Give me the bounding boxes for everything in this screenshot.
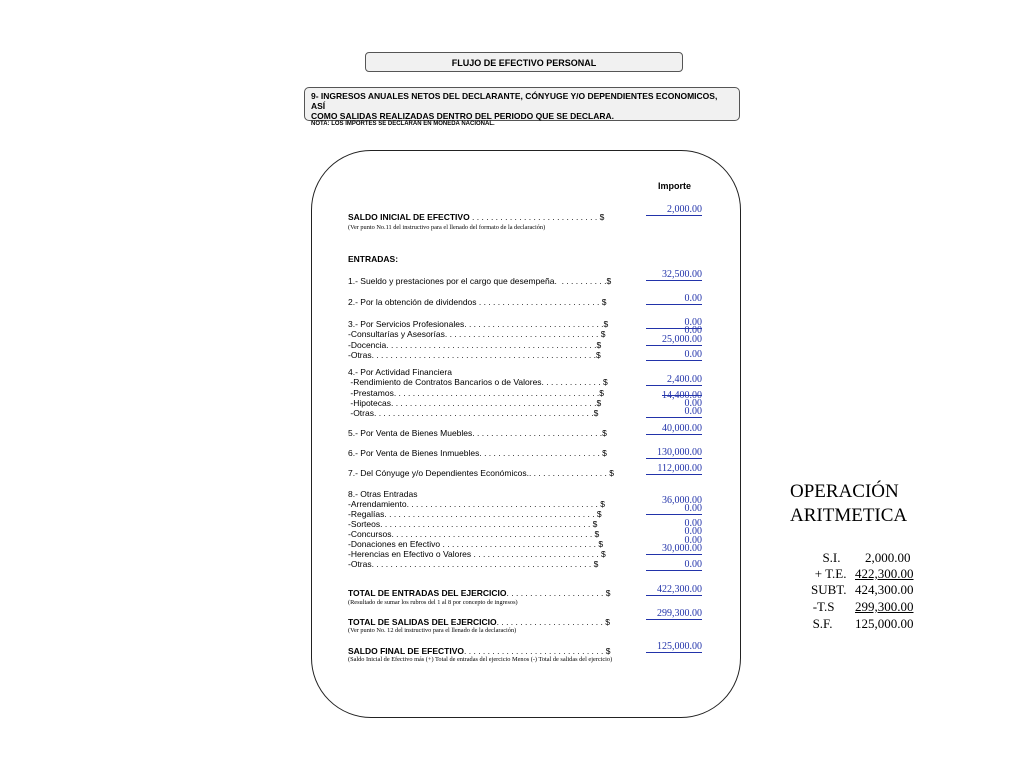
operation-title (790, 480, 907, 528)
line-5-value: 40,000.00 (646, 424, 702, 435)
form-title: FLUJO DE EFECTIVO PERSONAL (365, 52, 683, 72)
operation-value: 125,000.00 (855, 616, 914, 631)
section-line-1: 9- INGRESOS ANUALES NETOS DEL DECLARANTE, CÓNYUGE Y/O DEPENDIENTES ECONOMICOS, ASÍ (311, 91, 718, 111)
operation-label: + T.E. (814, 566, 847, 581)
operation-label: SUBT. (810, 582, 847, 597)
total-entradas-note: (Resultado de sumar los rubros del 1 al 8 por concepto de ingresos) (348, 599, 518, 606)
saldo-inicial-note: (Ver punto No.11 del instructivo para el llenado del formato de la declaración) (348, 224, 546, 231)
line-1-label: 1.- Sueldo y prestaciones por el cargo que desempeña. . . . . . . . . . .$ (348, 276, 612, 286)
line-4-label: 4.- Por Actividad Financiera (348, 367, 452, 377)
line-5-label: 5.- Por Venta de Bienes Muebles. . . . . . . . . . . . . . . . . . . . . . . . . . . .$ (348, 428, 607, 438)
operation-value: 299,300.00 (855, 599, 914, 614)
line-7-label: 7.- Del Cónyuge y/o Dependientes Económicos.. . . . . . . . . . . . . . . . . $ (348, 468, 614, 478)
line-3a-value: 0.00 (684, 325, 702, 336)
line-8a-value: 36,000.00 (662, 495, 702, 506)
operation-value: 422,300.00 (855, 566, 914, 581)
saldo-final-note: (Saldo Inicial de Efectivo más (+) Total de entradas del ejercicio Menos (-) Total de salidas del ejercicio) (348, 656, 613, 663)
total-entradas-row (348, 588, 610, 598)
saldo-final-label: SALDO FINAL DE EFECTIVO (348, 646, 465, 656)
section-line-2: COMO SALIDAS REALIZADAS DENTRO DEL PERIODO QUE SE DECLARA. (311, 111, 615, 121)
line-8b-label: -Regalías. . . . . . . . . . . . . . . . . . . . . . . . . . . . . . . . . . . . . . . . . . . . . $ (348, 509, 602, 519)
saldo-final-dots: . . . . . . . . . . . . . . . . . . . . . . . . . . . . . . $ (464, 646, 611, 656)
line-4d-label: -Otras. . . . . . . . . . . . . . . . . . . . . . . . . . . . . . . . . . . . . . . . . . . . . . .$ (348, 408, 599, 418)
line-4b-value: 14,400.00 (662, 390, 702, 401)
total-salidas-dots: . . . . . . . . . . . . . . . . . . . . . . . $ (496, 617, 610, 627)
line-3-label: 3.- Por Servicios Profesionales. . . . . . . . . . . . . . . . . . . . . . . . . . . . . .$ (348, 319, 609, 329)
line-8c-value: 0.00 (684, 518, 702, 529)
saldo-inicial-row (348, 212, 604, 222)
line-2-value: 0.00 (646, 294, 702, 305)
line-8f-label: -Herencias en Efectivo o Valores . . . . . . . . . . . . . . . . . . . . . . . . . . . $ (348, 549, 606, 559)
operation-row (792, 600, 914, 632)
line-6-label: 6.- Por Venta de Bienes Inmuebles. . . . . . . . . . . . . . . . . . . . . . . . . . $ (348, 448, 607, 458)
total-salidas-note: (Ver punto No. 12 del instructivo para el llenado de la declaración) (348, 627, 517, 634)
line-8b-value: 0.00 (646, 504, 702, 515)
operation-title-line-1: OPERACIÓN (790, 481, 899, 502)
line-8-label: 8.- Otras Entradas (348, 489, 418, 499)
line-4a-value: 2,400.00 (646, 375, 702, 386)
line-4d-value: 0.00 (646, 407, 702, 418)
line-4a-label: -Rendimiento de Contratos Bancarios o de Valores. . . . . . . . . . . . . $ (348, 377, 608, 387)
line-8g-label: -Otras. . . . . . . . . . . . . . . . . . . . . . . . . . . . . . . . . . . . . . . . . . . . . . . $ (348, 559, 599, 569)
line-8a-label: -Arrendamiento. . . . . . . . . . . . . . . . . . . . . . . . . . . . . . . . . . . . . . . . . $ (348, 499, 605, 509)
line-3c-value: 0.00 (646, 350, 702, 361)
operation-value: 424,300.00 (855, 582, 914, 597)
saldo-inicial-value: 2,000.00 (646, 205, 702, 216)
total-entradas-value: 422,300.00 (646, 585, 702, 596)
line-2-label: 2.- Por la obtención de dividendos . . . . . . . . . . . . . . . . . . . . . . . . . . $ (348, 297, 607, 307)
line-8c-label: -Sorteos. . . . . . . . . . . . . . . . . . . . . . . . . . . . . . . . . . . . . . . . . . . . . $ (348, 519, 598, 529)
line-3b-label: -Docencia. . . . . . . . . . . . . . . . . . . . . . . . . . . . . . . . . . . . . . . . . . . . .$ (348, 340, 602, 350)
line-4c-label: -Hipotecas. . . . . . . . . . . . . . . . . . . . . . . . . . . . . . . . . . . . . . . . . . . .$ (348, 398, 602, 408)
section-header (304, 87, 740, 127)
saldo-final-value: 125,000.00 (646, 642, 702, 653)
line-8d-label: -Concursos. . . . . . . . . . . . . . . . . . . . . . . . . . . . . . . . . . . . . . . . . . . $ (348, 529, 600, 539)
saldo-inicial-dots: . . . . . . . . . . . . . . . . . . . . . . . . . . . $ (469, 212, 605, 222)
operation-label: S.F. (812, 616, 833, 631)
operation-value: 2,000.00 (865, 550, 911, 565)
total-salidas-value: 299,300.00 (646, 609, 702, 620)
line-8e-value: 0.00 (684, 535, 702, 546)
line-8e-label: -Donaciones en Efectivo . . . . . . . . . . . . . . . . . . . . . . . . . . . . . . . . . $ (348, 539, 604, 549)
total-entradas-dots: . . . . . . . . . . . . . . . . . . . . . $ (506, 588, 611, 598)
line-7-value: 112,000.00 (646, 464, 702, 475)
line-8f-value: 30,000.00 (646, 544, 702, 555)
total-entradas-label: TOTAL DE ENTRADAS DEL EJERCICIO (348, 588, 507, 598)
line-3a-label: -Consultarías y Asesorías. . . . . . . . . . . . . . . . . . . . . . . . . . . . . . . . . $ (348, 329, 606, 339)
line-4b-label: -Prestamos. . . . . . . . . . . . . . . . . . . . . . . . . . . . . . . . . . . . . . . . . . . .$ (348, 388, 605, 398)
line-3-value: 0.00 (646, 318, 702, 329)
line-8g-value: 0.00 (646, 560, 702, 571)
operation-label: S.I. (822, 550, 841, 565)
line-8d-value: 0.00 (684, 526, 702, 537)
total-salidas-label: TOTAL DE SALIDAS DEL EJERCICIO (348, 617, 497, 627)
entradas-heading: ENTRADAS: (348, 254, 399, 264)
saldo-final-row (348, 646, 610, 656)
section-note: NOTA: LOS IMPORTES SE DECLARAN EN MONEDA NACIONAL. (311, 121, 495, 127)
total-salidas-row (348, 617, 610, 627)
line-1-value: 32,500.00 (646, 270, 702, 281)
operation-label: -T.S (812, 599, 835, 614)
saldo-inicial-label: SALDO INICIAL DE EFECTIVO (348, 212, 470, 222)
line-4c-value: 0.00 (684, 398, 702, 409)
line-6-value: 130,000.00 (646, 448, 702, 459)
importe-header: Importe (658, 181, 692, 191)
line-3b-value: 25,000.00 (646, 335, 702, 346)
operation-title-line-2: ARITMETICA (790, 505, 908, 526)
line-3c-label: -Otras. . . . . . . . . . . . . . . . . . . . . . . . . . . . . . . . . . . . . . . . . . . . . . . .$ (348, 350, 601, 360)
